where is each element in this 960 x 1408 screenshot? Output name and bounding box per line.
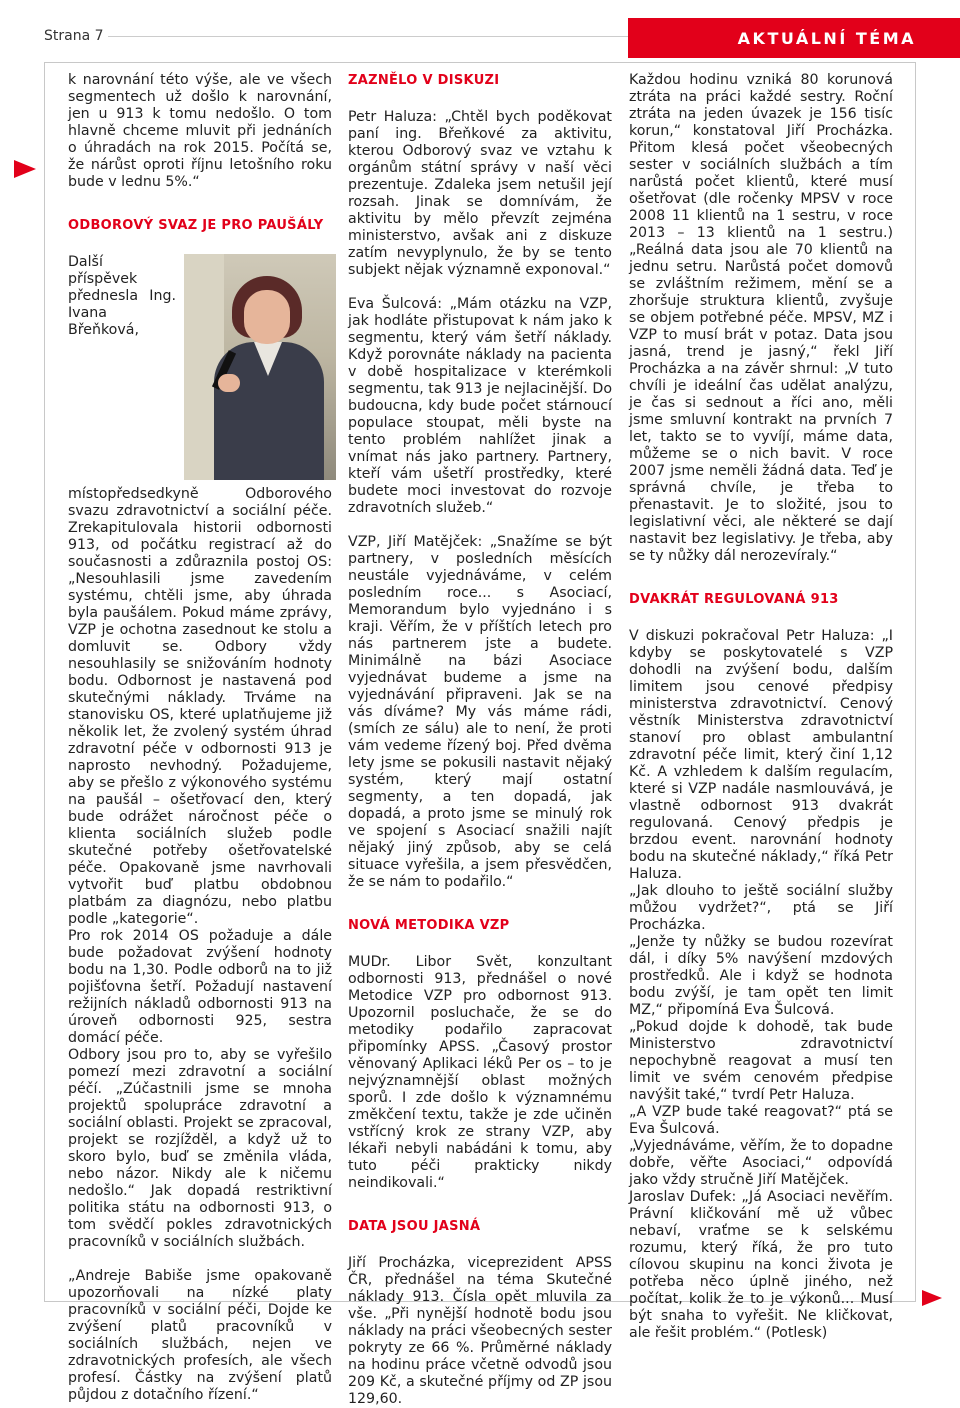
paragraph: V diskuzi pokračoval Petr Haluza: „I kdyby se poskytovatelé s VZP dohodli na zvýšení bodu, dalším limitem jsou cenové předpisy ministerstva zdravotnictví. Cenový věstník Ministerstva zdravotnictví stanoví pro oblast ambulantní zdravotní péče limit, který činí 1,12 Kč. A vzhledem k dalším regulacím, které si VZP nadále nasmlouvává, je vlastně odbornost 913 dvakrát regulovaná. Cenový předpis je brzdou event. narovnání hodnoty bodu na skutečné náklady,“ říká Petr Haluza. [629,628,893,882]
section-heading: ZAZNĚLO V DISKUZI [348,73,500,88]
paragraph: „Andreje Babiše jsme opakovaně upozorňovali na nízké platy pracovníků v sociální péči, Dojde ke zvýšení platů pracovníků v sociálních službách, nejen ve zdravotnických profesích, ale všech profesí. Částky na zvýšení platů půjdou z dotačního řízení.“ [68,1268,332,1403]
section-heading: DATA JSOU JASNÁ [348,1219,481,1234]
paragraph: „Vyjednáváme, věřím, že to dopadne dobře, věřte Asociaci,“ odpovídá jako vždy stručně Jiří Matějček. [629,1138,893,1188]
column-1 [68,72,332,1404]
paragraph: Pro rok 2014 OS požaduje a dále bude požadovat zvýšení hodnoty bodu na 1,30. Podle odborů na to již pojišťovna šetří. Požadují nastavení režijních nákladů odbornosti 913 na úroveň odbornosti 925, sestra domácí péče. [68,928,332,1046]
right-arrow-icon [922,1290,942,1306]
section-heading: DVAKRÁT REGULOVANÁ 913 [629,592,839,607]
paragraph: „Pokud dojde k dohodě, tak bude Ministerstvo zdravotnictví nepochybně reagovat a musí ten limit ve svém cenovém předpise navýšit také,“ tvrdí Petr Haluza. [629,1019,893,1103]
paragraph: „A VZP bude také reagovat?“ ptá se Eva Šulcová. [629,1104,893,1137]
paragraph: Eva Šulcová: „Mám otázku na VZP, jak hodláte přistupovat k nám jako k segmentu, který vám šetří náklady. Když porovnáte náklady na pacienta v době hospitalizace v kterémkoli segmentu, tak 913 je nejlacinější. Do budoucna, kdy bude počet stárnoucí populace stoupat, měli byste na tento problém nahlížet jinak a vnímat nás jako partnery. Partnery, kteří vám ušetří prostředky, které budete moci investovat do rozvoje zdravotních služeb.“ [348,296,612,516]
section-heading: ODBOROVÝ SVAZ JE PRO PAUŠÁLY [68,218,324,233]
section-heading: NOVÁ METODIKA VZP [348,918,510,933]
column-3 [629,72,893,1342]
paragraph: MUDr. Libor Svět, konzultant odbornosti 913, přednášel o nové Metodice VZP pro odbornost 913. Upozornil posluchače, že se do metodiky podařilo zapracovat připomínky APSS. „Časový prostor věnovaný Aplikaci léků Per os – to je nejvýznamnější oblast možných sporů. I zde došlo k významnému změkčení textu, takže je zde učiněn vstřícný krok ze strany VZP, aby lékaři nebyli nabádáni k tomu, aby tuto péči prakticky nikdy neindikovali.“ [348,954,612,1191]
paragraph: Odbory jsou pro to, aby se vyřešilo pomezí mezi zdravotní a sociální péčí. „Zúčastnili jsme se mnoha projektů spolupráce zdravotní a sociální oblasti. Projekt se zpracoval, projekt se rozjížděl, a když už to skoro bylo, buď se změnila vláda, nebo názor. Nikdy ale k ničemu nedošlo.“ Jak dopadá restriktivní politika státu na odbornosti 913, o tom svědčí pokles zdravotnických pracovníků v sociálních službách. [68,1047,332,1250]
speaker-photo [184,254,336,480]
page-number: Strana 7 [44,28,104,44]
paragraph: „Jenže ty nůžky se budou rozevírat dál, i díky 5% navýšení mzdových prostředků. Ale i když se hodnota bodu zvýší, je tam opět ten limit MZ,“ připomíná Eva Šulcová. [629,934,893,1018]
paragraph: Petr Haluza: „Chtěl bych poděkovat paní ing. Břeňkové za aktivitu, kterou Odborový svaz ve vztahu k orgánům státní správy v naší věci prezentuje. Zdaleka jsem netušil její rozsah. Jinak se domnívám, že aktivitu by mělo převzít zejména ministerstvo, avšak ani z diskuze zatím nevyplynulo, že by se tento subjekt nějak významně exponoval.“ [348,109,612,278]
left-arrow-icon [14,160,36,178]
paragraph: Jiří Procházka, viceprezident APSS ČR, přednášel na téma Skutečné náklady 913. Čísla opět mluvila za vše. „Při nynější hodnotě bodu jsou náklady na práci všeobecných sester pokryty ze 66 %. Průměrné náklady na hodinu práce včetně odvodů jsou 209 Kč, a skutečné příjmy od ZP jsou 129,60. [348,1255,612,1407]
section-title: AKTUÁLNÍ TÉMA [737,28,916,48]
section-banner [628,18,960,58]
paragraph: Jaroslav Dufek: „Já Asociaci nevěřím. Právní kličkování mě už vůbec nebaví, vraťme se k selskému rozumu, který říká, že pro tuto cílovou skupinu na konci života je potřeba něco úplně jiného, než počítat, kolik že to je výkonů... Musí být snaha to vyřešit. Ne kličkovat, ale řešit problém.“ (Potlesk) [629,1189,893,1341]
paragraph: VZP, Jiří Matějček: „Snažíme se být partnery, v posledních měsících neustále vyjednáváme, v celém posledním roce... s Asociací, Memorandum bylo vyjednáno i s kraji. Věřím, že v příštích letech pro nás partnerem jste a budete. Minimálně na bázi Asociace vyjednávat budeme a jsme na vyjednávání připraveni. Jak se na vás díváme? My vás máme rádi, (smích ze sálu) ale to není, že proti vám vedeme řízený boj. Před dvěma lety jsme se pokusili nastavit nějaký systém, který mají ostatní segmenty, a ten dopadá, jak dopadá, a proto jsme se minulý rok ve spojení s Asociací snažili najít nějaký jiný způsob, aby se celá situace vyřešila, a jsem přesvědčen, že se nám to podařilo.“ [348,534,612,890]
paragraph: Každou hodinu vzniká 80 korunová ztráta na práci každé sestry. Roční ztráta na jeden úvazek je 156 tisíc korun,“ konstatoval Jiří Procházka. Přitom klesá počet všeobecných sester v sociálních službách a tím narůstá počet klientů, které musí ošetřovat (dle ročenky MPSV v roce 2008 11 klientů na 1 sestru, v roce 2013 – 13 klientů na 1 sestru.) „Reálná data jsou ale 70 klientů na jednu setru. Narůstá počet domovů se zvláštním režimem, mění se a zhoršuje struktura klientů, zvyšuje se objem potřebné péče. MPSV, MZ i VZP to musí brát v potaz. Data jsou jasná, trend je jasný,“ řekl Jiří Procházka a na závěr shrnul: „V tuto chvíli je ideální čas udělat analýzu, je čas si sednout a říci ano, měli jsme smluvní kontrakt na prvních 7 let, takto se to vyvíjí, máme data, můžeme se o nich bavit. V roce 2007 jsme neměli žádná data. Teď je správná chvíle, je třeba to přenastavit. Je to složité, jsou to legislativní věci, ale některé se dají nastavit bez legislativy. Je třeba, aby se ty nůžky dál nerozevíraly.“ [629,72,893,564]
paragraph: „Jak dlouho to ještě sociální služby můžou vydržet?“, ptá se Jiří Procházka. [629,883,893,933]
column-2 [348,72,612,1408]
paragraph: k narovnání této výše, ale ve všech segmentech už došlo k narovnání, jen u 913 k tomu nedošlo. O tom hlavně chceme mluvit při jednáních o úhradách na rok 2015. Počítá se, že nárůst oproti říjnu letošního roku bude v lednu 5%.“ [68,72,332,190]
page-header [0,18,960,58]
header-divider [108,36,628,37]
paragraph: Další příspěvek přednesla Ing. Ivana Břeňková, místopředsedkyně Odborového svazu zdravotnictví a sociální péče. Zrekapitulovala historii odbornosti 913, od počátku registrací až do současnosti a zdůraznila postoj OS: „Nesouhlasili jsme zavedením systému, chtěli jsme, aby úhrada byla paušálem. Pokud máme zprávy, VZP je ochotna zasednout ke stolu a domluvit se. Odbory vždy nesouhlasily se snižováním hodnoty bodu. Odbornost je nastavená pod skutečnými náklady. Trváme na stanovisku OS, které uplatňujeme již několik let, že zvolený systém úhrad zdravotní péče v odbornosti 913 je naprosto nevhodný. Požadujeme, aby se přešlo z výkonového systému na paušál – ošetřovací den, který bude odrážet náročnost péče o klienta sociálních služeb podle skutečné potřeby ošetřovatelské péče. Opakovaně jsme navrhovali vytvořit buď platbu obdobnou platbám za diagnózu, nebo platbu podle „kategorie“. [68,254,332,927]
